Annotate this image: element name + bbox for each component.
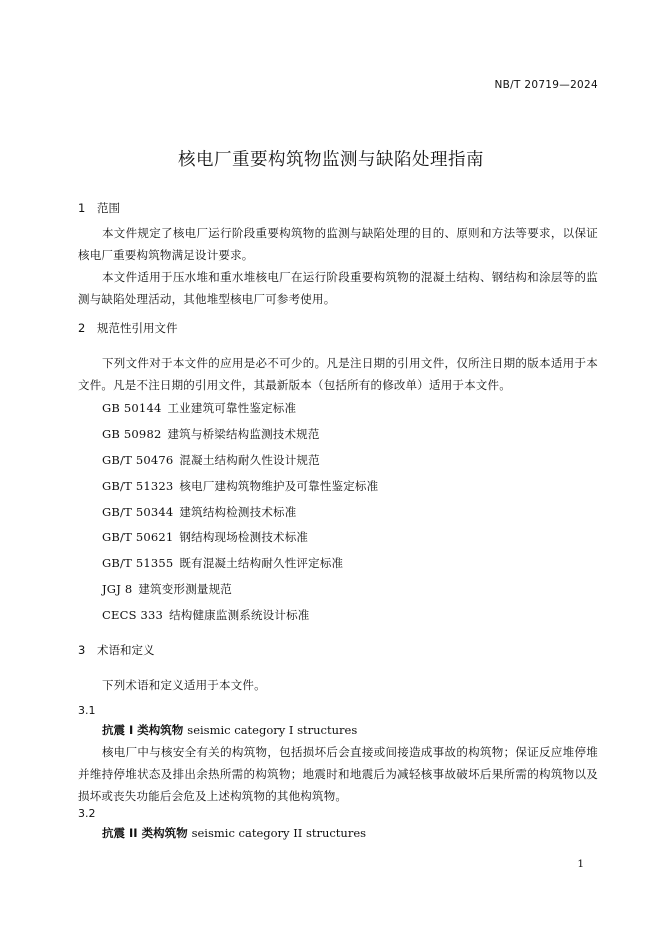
reference-code: CECS 333 xyxy=(102,608,164,623)
page-number: 1 xyxy=(577,858,584,870)
section-heading-scope xyxy=(78,200,120,216)
section-heading-terms xyxy=(78,642,155,658)
scope-paragraph-2: 本文件适用于压水堆和重水堆核电厂在运行阶段重要构筑物的混凝土结构、钢结构和涂层等的监测与缺陷处理活动，其他堆型核电厂可参考使用。 xyxy=(78,270,598,306)
reference-item xyxy=(102,501,378,527)
reference-name: 建筑与桥梁结构监测技术规范 xyxy=(167,426,320,441)
term-3-2 xyxy=(102,825,366,841)
reference-name: 混凝土结构耐久性设计规范 xyxy=(179,452,320,467)
reference-name: 建筑变形测量规范 xyxy=(138,582,232,597)
reference-name: 建筑结构检测技术标准 xyxy=(179,504,297,519)
term-english: seismic category II structures xyxy=(191,826,367,840)
clause-number-3-2: 3.2 xyxy=(78,807,96,820)
section-heading-normative-references xyxy=(78,320,178,336)
scope-paragraph-1: 本文件规定了核电厂运行阶段重要构筑物的监测与缺陷处理的目的、原则和方法等要求，以保证核电厂重要构筑物满足设计要求。 xyxy=(78,226,598,262)
reference-name: 钢结构现场检测技术标准 xyxy=(179,530,309,545)
term-3-1-definition: 核电厂中与核安全有关的构筑物，包括损坏后会直接或间接造成事故的构筑物；保证反应堆停堆并维持停堆状态及排出余热所需的构筑物；地震时和地震后为减轻核事故破坏后果所需的构筑物以及损坏或丧失功能后会危及上述构筑物的其他构筑物。 xyxy=(78,745,598,803)
reference-code: GB/T 51355 xyxy=(102,556,174,571)
section-number: 1 xyxy=(78,201,86,215)
reference-item xyxy=(102,526,378,552)
section-title: 术语和定义 xyxy=(97,643,155,657)
section-number: 2 xyxy=(78,321,86,335)
clause-number-3-1: 3.1 xyxy=(78,704,96,717)
reference-item xyxy=(102,449,378,475)
reference-name: 核电厂建构筑物维护及可靠性鉴定标准 xyxy=(179,478,379,493)
reference-name: 结构健康监测系统设计标准 xyxy=(169,608,310,623)
reference-item xyxy=(102,475,378,501)
section-number: 3 xyxy=(78,643,86,657)
reference-code: GB/T 50344 xyxy=(102,504,174,519)
reference-name: 既有混凝土结构耐久性评定标准 xyxy=(179,556,344,571)
reference-code: GB/T 50621 xyxy=(102,530,174,545)
reference-name: 工业建筑可靠性鉴定标准 xyxy=(167,401,297,415)
section-title: 范围 xyxy=(97,201,120,215)
terms-intro: 下列术语和定义适用于本文件。 xyxy=(102,678,266,692)
term-chinese: 抗震 II 类构筑物 xyxy=(102,826,188,840)
document-title: 核电厂重要构筑物监测与缺陷处理指南 xyxy=(178,150,484,170)
reference-code: JGJ 8 xyxy=(102,582,133,597)
reference-code: GB/T 50476 xyxy=(102,452,174,467)
term-chinese: 抗震 I 类构筑物 xyxy=(102,723,184,737)
reference-code: GB 50982 xyxy=(102,426,162,441)
reference-item xyxy=(102,423,378,449)
section-title: 规范性引用文件 xyxy=(97,321,178,335)
term-3-1 xyxy=(102,722,357,738)
reference-item xyxy=(102,552,378,578)
reference-item xyxy=(102,578,378,604)
reference-code: GB 50144 xyxy=(102,401,162,415)
reference-list xyxy=(102,397,378,630)
reference-code: GB/T 51323 xyxy=(102,478,174,493)
reference-item xyxy=(102,604,378,630)
reference-item xyxy=(102,397,378,423)
standard-code: NB/T 20719—2024 xyxy=(494,79,598,91)
term-english: seismic category I structures xyxy=(187,723,358,737)
references-intro: 下列文件对于本文件的应用是必不可少的。凡是注日期的引用文件，仅所注日期的版本适用于本文件。凡是不注日期的引用文件，其最新版本（包括所有的修改单）适用于本文件。 xyxy=(78,356,598,392)
